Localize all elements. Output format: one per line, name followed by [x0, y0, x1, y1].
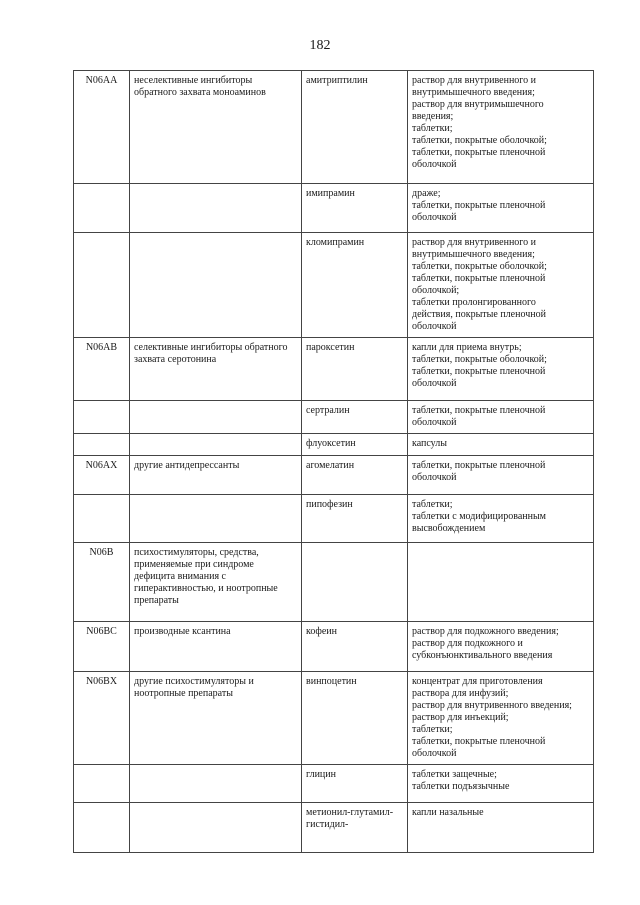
- dosage-form-line: внутримышечного введения;: [412, 87, 535, 98]
- atc-code-cell: [74, 401, 130, 434]
- dosage-form-line: капли назальные: [412, 807, 484, 818]
- table-row: [74, 543, 594, 622]
- dosage-form-line: таблетки пролонгированного: [412, 297, 536, 308]
- pharmacological-group-cell: [130, 495, 302, 543]
- dosage-form-line: раствора для инфузий;: [412, 688, 509, 699]
- atc-code-cell: N06AA: [74, 71, 130, 184]
- dosage-form-line: высвобождением: [412, 523, 486, 534]
- drug-name-cell: винпоцетин: [302, 672, 408, 765]
- dosage-form-line: раствор для подкожного введения;: [412, 626, 559, 637]
- drug-name-cell: амитриптилин: [302, 71, 408, 184]
- dosage-form-line: оболочкой;: [412, 285, 460, 296]
- drug-name-cell: глицин: [302, 765, 408, 803]
- atc-code-cell: [74, 495, 130, 543]
- dosage-form-line: оболочкой: [412, 417, 457, 428]
- dosage-form-line: оболочкой: [412, 472, 457, 483]
- dosage-forms-cell: [408, 184, 594, 233]
- dosage-form-line: таблетки, покрытые пленочной: [412, 405, 546, 416]
- drug-table: [73, 70, 594, 853]
- dosage-form-line: таблетки, покрытые пленочной: [412, 273, 546, 284]
- dosage-forms-cell: [408, 434, 594, 456]
- dosage-form-line: таблетки, покрытые пленочной: [412, 147, 546, 158]
- atc-code-cell: [74, 765, 130, 803]
- pharmacological-group-cell: психостимуляторы, средства, применяемые при синдроме дефицита внимания с гиперактивностью, и ноотропные препараты: [130, 543, 302, 622]
- dosage-forms-cell: [408, 338, 594, 401]
- pharmacological-group-cell: [130, 401, 302, 434]
- drug-name-cell: сертралин: [302, 401, 408, 434]
- dosage-form-line: раствор для внутривенного введения;: [412, 700, 572, 711]
- drug-name-cell: агомелатин: [302, 456, 408, 495]
- dosage-form-line: раствор для подкожного и: [412, 638, 523, 649]
- table-row: [74, 622, 594, 672]
- dosage-form-line: внутримышечного введения;: [412, 249, 535, 260]
- dosage-form-line: таблетки, покрытые оболочкой;: [412, 354, 547, 365]
- table-row: [74, 765, 594, 803]
- dosage-forms-cell: [408, 233, 594, 338]
- dosage-form-line: драже;: [412, 188, 441, 199]
- dosage-form-line: таблетки с модифицированным: [412, 511, 547, 522]
- dosage-forms-cell: [408, 71, 594, 184]
- dosage-form-line: таблетки, покрытые пленочной: [412, 200, 546, 211]
- dosage-form-line: оболочкой: [412, 748, 457, 759]
- dosage-form-line: оболочкой: [412, 321, 457, 332]
- dosage-form-line: таблетки защечные;: [412, 769, 497, 780]
- atc-code-cell: N06BC: [74, 622, 130, 672]
- dosage-form-line: таблетки;: [412, 724, 453, 735]
- atc-code-cell: [74, 184, 130, 233]
- dosage-form-line: капли для приема внутрь;: [412, 342, 522, 353]
- dosage-forms-cell: [408, 401, 594, 434]
- dosage-form-line: введения;: [412, 111, 454, 122]
- drug-name-cell: пипофезин: [302, 495, 408, 543]
- dosage-form-line: таблетки, покрытые пленочной: [412, 366, 546, 377]
- dosage-forms-cell: [408, 543, 594, 622]
- pharmacological-group-cell: производные ксантина: [130, 622, 302, 672]
- dosage-form-line: действия, покрытые пленочной: [412, 309, 546, 320]
- drug-name-cell: имипрамин: [302, 184, 408, 233]
- page-number: 182: [309, 38, 331, 53]
- dosage-form-line: таблетки подъязычные: [412, 781, 510, 792]
- dosage-form-line: раствор для внутривенного и: [412, 237, 537, 248]
- atc-code-cell: N06AB: [74, 338, 130, 401]
- table-row: [74, 401, 594, 434]
- dosage-form-line: концентрат для приготовления: [412, 676, 543, 687]
- table-row: [74, 672, 594, 765]
- drug-name-cell: кофеин: [302, 622, 408, 672]
- dosage-form-line: субконъюнктивального введения: [412, 650, 553, 661]
- dosage-form-line: оболочкой: [412, 378, 457, 389]
- dosage-form-line: таблетки, покрытые оболочкой;: [412, 261, 547, 272]
- atc-code-cell: [74, 434, 130, 456]
- atc-code-cell: N06B: [74, 543, 130, 622]
- dosage-form-line: раствор для внутривенного и: [412, 75, 537, 86]
- table-row: [74, 184, 594, 233]
- drug-name-cell: кломипрамин: [302, 233, 408, 338]
- dosage-form-line: таблетки;: [412, 499, 453, 510]
- table-row: [74, 803, 594, 853]
- atc-code-cell: [74, 233, 130, 338]
- dosage-forms-cell: [408, 495, 594, 543]
- dosage-form-line: таблетки, покрытые оболочкой;: [412, 135, 547, 146]
- dosage-form-line: оболочкой: [412, 212, 457, 223]
- dosage-forms-cell: [408, 803, 594, 853]
- table-row: [74, 434, 594, 456]
- dosage-form-line: капсулы: [412, 438, 447, 449]
- dosage-forms-cell: [408, 622, 594, 672]
- dosage-form-line: раствор для инъекций;: [412, 712, 509, 723]
- table-row: [74, 338, 594, 401]
- pharmacological-group-cell: [130, 184, 302, 233]
- dosage-forms-cell: [408, 672, 594, 765]
- atc-code-cell: N06BX: [74, 672, 130, 765]
- pharmacological-group-cell: другие антидепрессанты: [130, 456, 302, 495]
- pharmacological-group-cell: [130, 765, 302, 803]
- pharmacological-group-cell: [130, 434, 302, 456]
- table-row: [74, 456, 594, 495]
- pharmacological-group-cell: [130, 803, 302, 853]
- pharmacological-group-cell: неселективные ингибиторы обратного захвата моноаминов: [130, 71, 302, 184]
- dosage-form-line: таблетки, покрытые пленочной: [412, 460, 546, 471]
- drug-name-cell: пароксетин: [302, 338, 408, 401]
- dosage-form-line: таблетки, покрытые пленочной: [412, 736, 546, 747]
- drug-name-cell: флуоксетин: [302, 434, 408, 456]
- table-row: [74, 495, 594, 543]
- dosage-form-line: оболочкой: [412, 159, 457, 170]
- drug-name-cell: метионил-глутамил-гистидил-: [302, 803, 408, 853]
- atc-code-cell: N06AX: [74, 456, 130, 495]
- dosage-forms-cell: [408, 765, 594, 803]
- table-body: [74, 71, 594, 853]
- table-row: [74, 233, 594, 338]
- dosage-form-line: раствор для внутримышечного: [412, 99, 544, 110]
- drug-name-cell: [302, 543, 408, 622]
- pharmacological-group-cell: [130, 233, 302, 338]
- pharmacological-group-cell: другие психостимуляторы и ноотропные препараты: [130, 672, 302, 765]
- table-row: [74, 71, 594, 184]
- dosage-forms-cell: [408, 456, 594, 495]
- pharmacological-group-cell: селективные ингибиторы обратного захвата серотонина: [130, 338, 302, 401]
- dosage-form-line: таблетки;: [412, 123, 453, 134]
- atc-code-cell: [74, 803, 130, 853]
